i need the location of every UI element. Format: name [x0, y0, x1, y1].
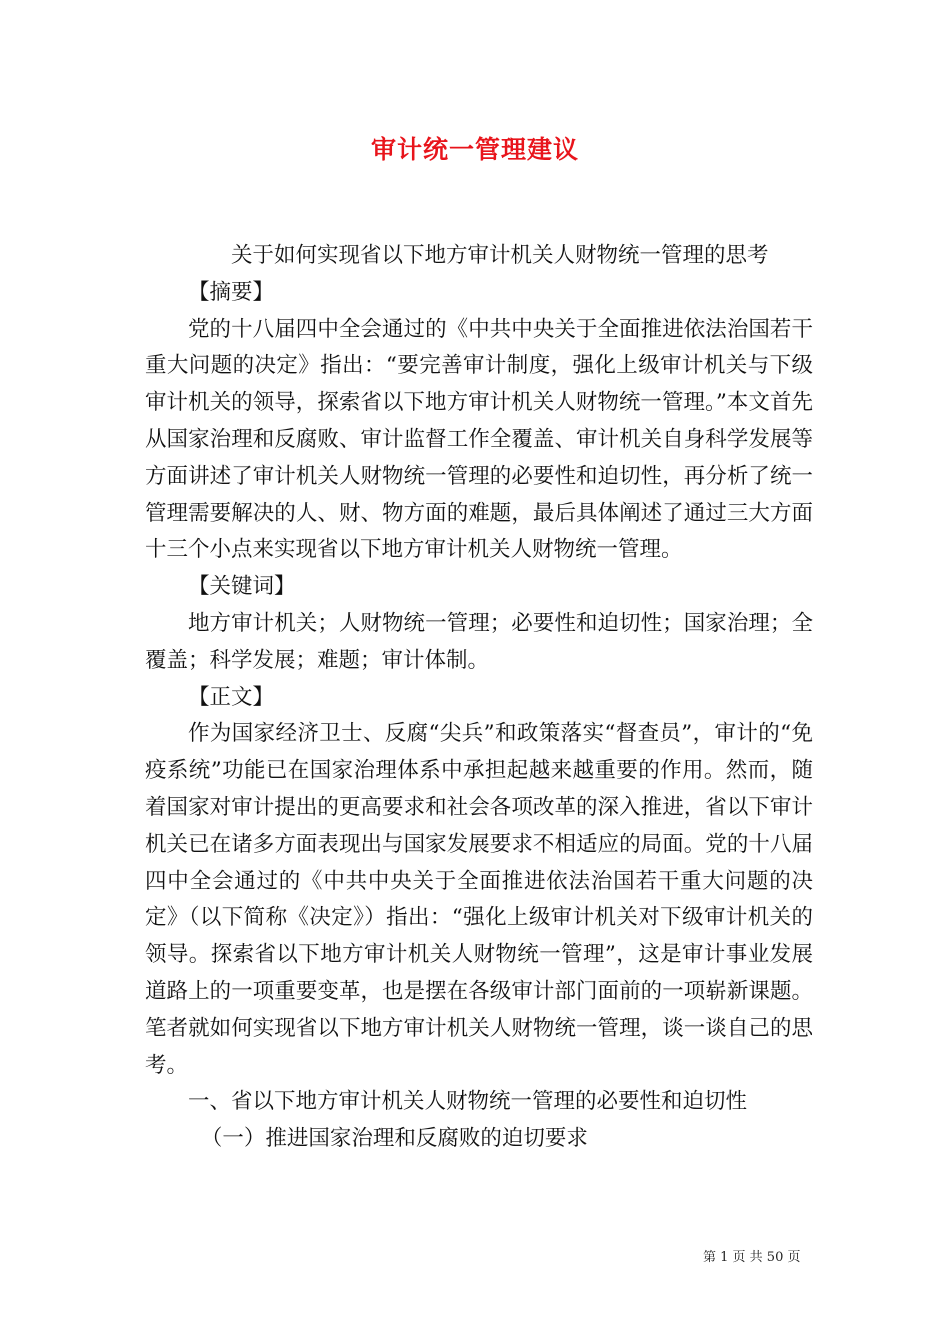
section-heading: 一、省以下地方审计机关人财物统一管理的必要性和迫切性 — [188, 1089, 748, 1115]
abstract-label: 【摘要】 — [188, 279, 275, 305]
body-paragraph: 作为国家经济卫士、反腐“尖兵”和政策落实“督查员”，审计的“免疫系统”功能已在国家治理体系中承担起越来越重要的作用。然而，随着国家对审计提出的更高要求和社会各项改革的深入推进，省以下审计机关已在诸多方面表现出与国家发展要求不相适应的局面。党的十八届四中全会通过的《中共中央关于全面推进依法治国若干重大问题的决定》（以下简称《决定》）指出：“强化上级审计机关对下级审计机关的领导。探索省以下地方审计机关人财物统一管理”，这是审计事业发展道路上的一项重要变革，也是摆在各级审计部门面前的一项崭新课题。笔者就如何实现省以下地方审计机关人财物统一管理，谈一谈自己的思考。 — [145, 721, 813, 1078]
document-subtitle: 关于如何实现省以下地方审计机关人财物统一管理的思考 — [231, 243, 769, 268]
document-body — [145, 238, 813, 1158]
subsection-heading: （一）推进国家治理和反腐败的迫切要求 — [200, 1126, 588, 1152]
page-number: 第 1 页 共 50 页 — [703, 1250, 801, 1265]
body-label: 【正文】 — [188, 684, 275, 710]
keywords-label: 【关键词】 — [188, 574, 296, 600]
document-title: 审计统一管理建议 — [370, 135, 579, 164]
abstract-paragraph: 党的十八届四中全会通过的《中共中央关于全面推进依法治国若干重大问题的决定》指出：“要完善审计制度，强化上级审计机关与下级审计机关的领导，探索省以下地方审计机关人财物统一管理。”本文首先从国家治理和反腐败、审计监督工作全覆盖、审计机关自身科学发展等方面讲述了审计机关人财物统一管理的必要性和迫切性，再分析了统一管理需要解决的人、财、物方面的难题，最后具体阐述了通过三大方面十三个小点来实现省以下地方审计机关人财物统一管理。 — [145, 316, 813, 563]
keywords-paragraph: 地方审计机关；人财物统一管理；必要性和迫切性；国家治理；全覆盖；科学发展；难题；审计体制。 — [145, 610, 813, 673]
